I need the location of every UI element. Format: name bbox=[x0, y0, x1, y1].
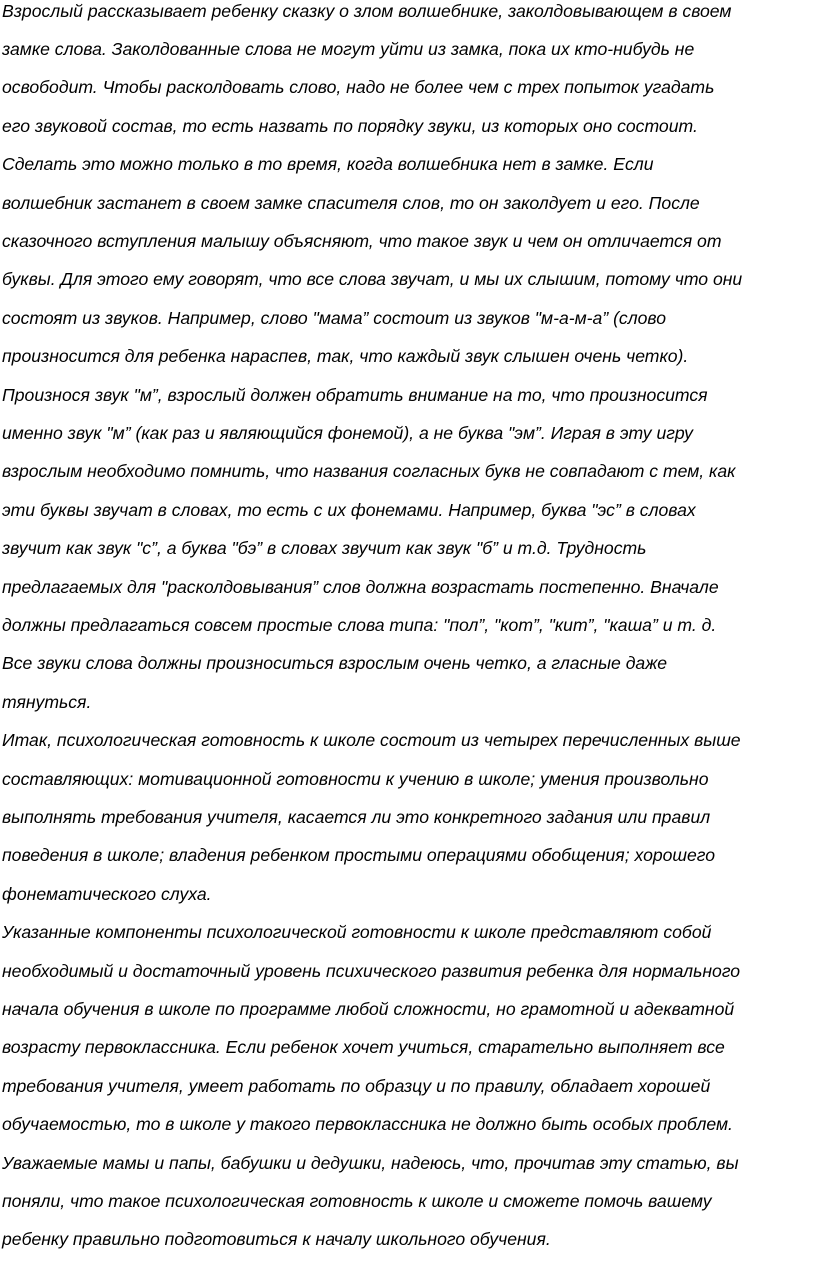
text-line: составляющих: мотивационной готовности к учению в школе; умения произвольно bbox=[2, 769, 709, 789]
text-line: звучит как звук "с”, а буква "бэ” в словах звучит как звук "б” и т.д. Трудность bbox=[2, 538, 647, 558]
text-line: выполнять требования учителя, касается ли это конкретного задания или правил bbox=[2, 807, 711, 827]
text-line: Итак, психологическая готовность к школе состоит из четырех перечисленных выше bbox=[2, 730, 741, 750]
text-line: поведения в школе; владения ребенком простыми операциями обобщения; хорошего bbox=[2, 845, 716, 865]
text-line: освободит. Чтобы расколдовать слово, надо не более чем с трех попыток угадать bbox=[2, 77, 715, 97]
text-line: сказочного вступления малышу объясняют, что такое звук и чем он отличается от bbox=[2, 231, 722, 251]
text-line: буквы. Для этого ему говорят, что все слова звучат, и мы их слышим, потому что они bbox=[2, 269, 743, 289]
text-line: тянуться. bbox=[2, 692, 92, 712]
text-line: начала обучения в школе по программе любой сложности, но грамотной и адекватной bbox=[2, 999, 735, 1019]
text-line: необходимый и достаточный уровень психического развития ребенка для нормального bbox=[2, 961, 741, 981]
text-line: требования учителя, умеет работать по образцу и по правилу, обладает хорошей bbox=[2, 1076, 711, 1096]
text-line: именно звук "м” (как раз и являющийся фонемой), а не буква "эм”. Играя в эту игру bbox=[2, 423, 693, 443]
text-line: поняли, что такое психологическая готовность к школе и сможете помочь вашему bbox=[2, 1191, 712, 1211]
text-line: волшебник застанет в своем замке спасителя слов, то он заколдует и его. После bbox=[2, 193, 700, 213]
text-line: произносится для ребенка нараспев, так, что каждый звук слышен очень четко). bbox=[2, 346, 689, 366]
text-line: должны предлагаться совсем простые слова типа: "пол”, "кот”, "кит”, "каша” и т. д. bbox=[2, 615, 717, 635]
text-line: замке слова. Заколдованные слова не могут уйти из замка, пока их кто-нибудь не bbox=[2, 39, 695, 59]
text-line: Сделать это можно только в то время, когда волшебника нет в замке. Если bbox=[2, 154, 654, 174]
text-line: фонематического слуха. bbox=[2, 884, 212, 904]
text-line: Произнося звук "м”, взрослый должен обратить внимание на то, что произносится bbox=[2, 385, 708, 405]
text-line: возрасту первоклассника. Если ребенок хочет учиться, старательно выполняет все bbox=[2, 1037, 725, 1057]
text-line: Уважаемые мамы и папы, бабушки и дедушки, надеюсь, что, прочитав эту статью, вы bbox=[2, 1153, 739, 1173]
text-line: Все звуки слова должны произноситься взрослым очень четко, а гласные даже bbox=[2, 653, 668, 673]
text-line: предлагаемых для "расколдовывания” слов должна возрастать постепенно. Вначале bbox=[2, 577, 719, 597]
text-line: эти буквы звучат в словах, то есть с их фонемами. Например, буква "эс” в словах bbox=[2, 500, 696, 520]
text-line: состоят из звуков. Например, слово "мама” состоит из звуков "м-а-м-а” (слово bbox=[2, 308, 667, 328]
text-line: взрослым необходимо помнить, что названия согласных букв не совпадают с тем, как bbox=[2, 461, 736, 481]
text-line: Взрослый рассказывает ребенку сказку о злом волшебнике, заколдовывающем в своем bbox=[2, 1, 732, 21]
text-line: его звуковой состав, то есть назвать по порядку звуки, из которых оно состоит. bbox=[2, 116, 698, 136]
text-line: обучаемостью, то в школе у такого первоклассника не должно быть особых проблем. bbox=[2, 1114, 733, 1134]
text-line: ребенку правильно подготовиться к началу школьного обучения. bbox=[2, 1229, 551, 1249]
text-line: Указанные компоненты психологической готовности к школе представляют собой bbox=[2, 922, 712, 942]
